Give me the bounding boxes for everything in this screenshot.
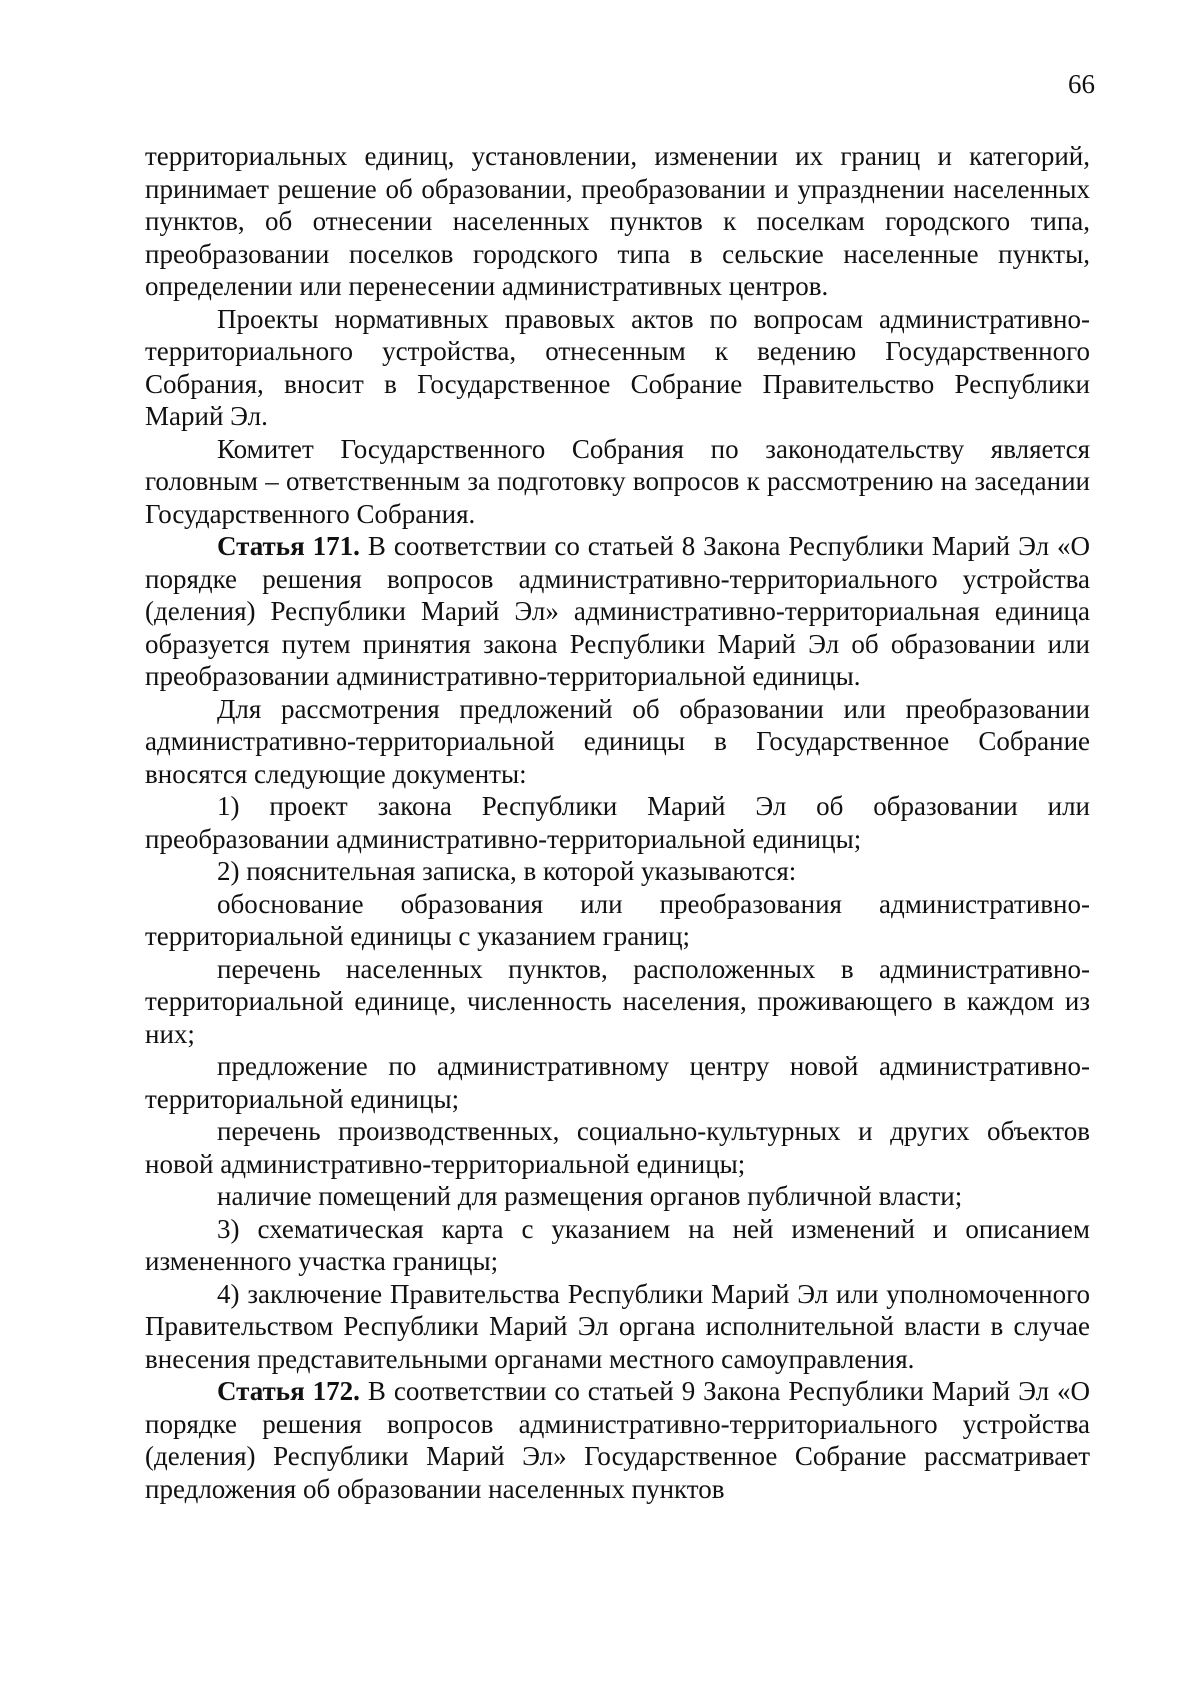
paragraph-text: 2) пояснительная записка, в которой указываются: [217,856,797,886]
article-171-paragraph [145,530,1090,693]
paragraph-text: территориальных единиц, установлении, изменении их границ и категорий, принимает решение об образовании, преобразовании и упразднении населенных пунктов, об отнесении населенных пунктов к поселкам городского типа, преобразовании поселков городского типа в сельские населенные пункты, определении или перенесении административных центров. [145,141,1090,301]
list-item [145,855,1090,888]
paragraph-text: Проекты нормативных правовых актов по вопросам административно-территориального устройства, отнесенным к ведению Государственного Собрания, вносит в Государственное Собрание Правительство Республики Марий Эл. [145,303,1090,431]
list-item [145,790,1090,855]
paragraph-text: Комитет Государственного Собрания по законодательству является головным – ответственным за подготовку вопросов к рассмотрению на заседании Государственного Собрания. [145,433,1090,529]
document-body [145,140,1090,1505]
paragraph [145,140,1090,303]
list-subitem [145,1180,1090,1213]
paragraph [145,303,1090,433]
paragraph [145,693,1090,791]
article-heading: Статья 172. [217,1376,360,1406]
list-subitem [145,888,1090,953]
paragraph-text: предложение по административному центру новой административно-территориальной единицы; [145,1051,1090,1114]
paragraph-text: обоснование образования или преобразования административно-территориальной единицы с указанием границ; [145,888,1090,951]
list-subitem [145,953,1090,1051]
list-subitem [145,1050,1090,1115]
paragraph-text: наличие помещений для размещения органов публичной власти; [217,1181,963,1211]
paragraph [145,433,1090,531]
page-number: 66 [1068,69,1095,99]
list-item [145,1278,1090,1376]
paragraph-text: Для рассмотрения предложений об образовании или преобразовании административно-территориальной единицы в Государственное Собрание вносятся следующие документы: [145,693,1090,789]
article-172-paragraph [145,1375,1090,1505]
paragraph-text: перечень производственных, социально-культурных и других объектов новой административно-территориальной единицы; [145,1116,1090,1179]
paragraph-text: перечень населенных пунктов, расположенных в административно-территориальной единице, численность населения, проживающего в каждом из них; [145,953,1090,1049]
paragraph-text: 3) схематическая карта с указанием на ней изменений и описанием измененного участка границы; [145,1213,1090,1276]
paragraph-text: 1) проект закона Республики Марий Эл об образовании или преобразовании административно-территориальной единицы; [145,791,1090,854]
paragraph-text: 4) заключение Правительства Республики Марий Эл или уполномоченного Правительством Республики Марий Эл органа исполнительной власти в случае внесения представительными органами местного самоуправления. [145,1278,1090,1374]
paragraph-text: В соответствии со статьей 9 Закона Республики Марий Эл «О порядке решения вопросов административно-территориального устройства (деления) Республики Марий Эл» Государственное Собрание рассматривает предложения об образовании населенных пунктов [145,1376,1091,1504]
article-heading: Статья 171. [217,531,360,561]
list-item [145,1213,1090,1278]
list-subitem [145,1115,1090,1180]
paragraph-text: В соответствии со статьей 8 Закона Республики Марий Эл «О порядке решения вопросов административно-территориального устройства (деления) Республики Марий Эл» административно-территориальная единица образуется путем принятия закона Республики Марий Эл об образовании или преобразовании административно-территориальной единицы. [145,531,1091,691]
